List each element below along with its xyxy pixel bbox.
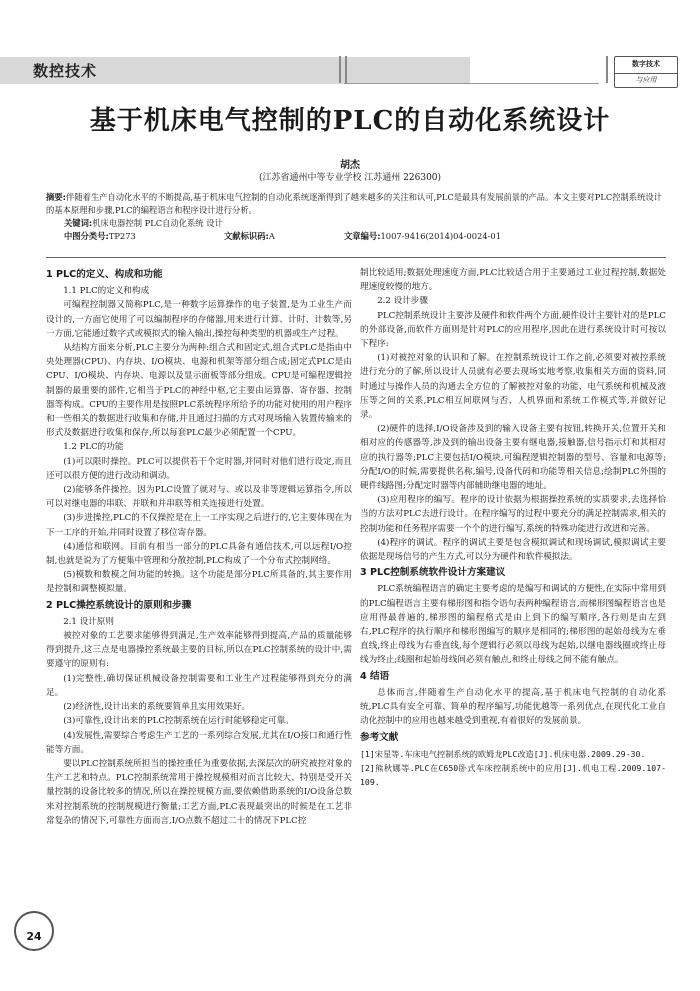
badge-bottom: 与应用 (615, 73, 677, 85)
doc-value: A (268, 231, 275, 241)
paragraph: (3)可靠性,设计出来的PLC控制系统在运行时能够稳定可靠。 (63, 716, 294, 727)
paragraph: (4)程序的调试。程序的调试主要是包含模拟调试和现场调试,模拟调试主要依据是现场信号的产生方式,可以分为硬件和软件模拟法。 (360, 537, 666, 563)
paragraph: PLC控制系统设计主要涉及硬件和软件两个方面,硬件设计主要针对的是PLC的外部设备,而软件方面则是针对PLC的应用程序,因此在进行系统设计时可按以下程序: (360, 310, 666, 350)
doc-label: 文献标识码: (224, 231, 269, 241)
page-number-badge (14, 911, 54, 951)
keywords-label: 关键词: (64, 218, 93, 228)
paragraph: (5)模数和数模之间功能的转换。这个功能是部分PLC所具备的,其主要作用是控制和调整模拟量。 (46, 570, 352, 595)
journal-badge (614, 56, 678, 88)
left-column (46, 266, 352, 828)
paragraph: (3)应用程序的编写。程序的设计依据为根据操控系统的实质要求,去选择恰当的方法对PLC去进行设计。在程序编写的过程中要充分的满足控制需求,相关的控制功能和任务程序需要一个个的进行编写,系统的特殊功能进行改进和完善。 (360, 495, 666, 534)
header-divider-right (606, 56, 608, 83)
reference-item: [2]熊秋娜等.PLC在C650卧式车床控制系统中的应用[J].机电工程.2009.107-109. (360, 762, 666, 788)
paragraph: (1)完整性,确切保证机械设备控制需要和工业生产过程能够得到充分的满足。 (46, 673, 352, 698)
keywords (46, 217, 666, 230)
paragraph: 要以PLC控制系统所担当的操控重任为重要依据,去深层次的研究被控对象的生产工艺和特点。PLC控制系统常用于操控规模相对而言比较大、特别是受开关量控制的设备比较多的情况,所以在操控规模方面,要依赖借助系统的I/O设备总数来对控制系统的控制规模进行衡量;工艺方面,PLC表现最突出的时候是在工艺非常复杂的情况下,可靠性方面而言,I/O点数不超过二十的情况下PLC控 (46, 758, 352, 826)
clc-value: TP273 (108, 231, 136, 241)
classification-row (46, 230, 666, 243)
subsection-heading: 1.2 PLC的功能 (63, 442, 124, 453)
paragraph: (4)通信和联网。目前有相当一部分的PLC具备有通信技术,可以远程I/O控制,也就是说为了方便集中管理和分散控制,PLC构成了一个分布式控制网络。 (46, 541, 352, 567)
section-label: 数控技术 (33, 62, 98, 80)
section-heading: 3 PLC控制系统软件设计方案建议 (360, 567, 506, 579)
badge-top: 数字技术 (632, 60, 660, 68)
header-divider (339, 56, 347, 83)
section-heading: 4 结语 (360, 670, 390, 682)
author: 胡杰 (340, 160, 360, 171)
article-no-value: 1007-9416(2014)04-0024-01 (380, 231, 501, 241)
paragraph: (2)硬件的选择,I/O设备涉及到的输入设备主要有按钮,转换开关,位置开关和相对应的传感器等,涉及到的输出设备主要有继电器,接触器,信号指示灯和其相对应的执行器等;PLC主要包括I/O模块,可编程逻辑控制器的型号、容量和电源等;分配I/O的时候,需要提供名称,编号,设备代码和功能等相关信息;绘制PLC外围的硬件线路图;分配定时器等内部辅助继电器的地址。 (360, 424, 666, 492)
section-heading: 参考文献 (360, 731, 399, 743)
paragraph: (4)发展性,需要综合考虑生产工艺的一系列综合发展,尤其在I/O接口和通行性能等方面。 (46, 730, 352, 755)
abstract-text: 伴随着生产自动化水平的不断提高,基于机床电气控制的自动化系统逐渐得到了越来越多的关注和认可,PLC是最具有发展前景的产品。本文主要对PLC控制系统设计的基本原理和步骤,PLC的编程语言和程序设计进行分析。 (46, 192, 662, 215)
affiliation: (江苏省通州中等专业学校 江苏通州 226300) (258, 173, 442, 183)
abstract-label: 摘要: (46, 192, 66, 202)
article-title: 基于机床电气控制的PLC的自动化系统设计 (89, 106, 611, 136)
article-no-label: 文章编号: (344, 231, 381, 241)
paragraph: 制比较适用;数据处理速度方面,PLC比较适合用于主要通过工业过程控制,数据处理速度较慢的地方。 (360, 268, 666, 293)
subsection-heading: 2.1 设计原则 (63, 616, 114, 627)
abstract-block (46, 191, 666, 243)
abstract-rule (46, 257, 666, 258)
paragraph: 总体而言,伴随着生产自动化水平的提高,基于机床电气控制的自动化系统,PLC具有安全可靠、简单的程序编写,功能优越等一系列优点,在现代化工业自动化控制中的应用也越来越受到重视,有着很好的发展前景。 (360, 687, 666, 727)
paragraph: 可编程控制器又简称PLC,是一种数字运算操作的电子装置,是为工业生产而设计的,一方面它使用了可以编制程序的存储器,用来进行计算、计时、计数等,另一方面,它能通过数字式或模拟式的输入输出,操控每种类型的机器或生产过程。 (46, 300, 352, 339)
paragraph: 被控对象的工艺要求能够得到满足,生产效率能够得到提高,产品的质量能够得到提升,这三点是电器操控系统最主要的目标,所以在PLC控制系统的设计中,需要遵守的原则有: (46, 631, 352, 670)
reference-item: [1]宋星等.车床电气控制系统的欧姆龙PLC改造[J].机床电器.2009.29-30. (360, 748, 646, 759)
paragraph: (3)步进操控,PLC的不仅操控是在上一工序实现之后进行的,它主要体现在为下一工序的开始,并同时设置了移位寄存器。 (46, 513, 352, 538)
paragraph: 从结构方面来分析,PLC主要分为两种:组合式和固定式,组合式PLC是指由中央处理器(CPU)、内存块、I/O模块、电源和机架等部分组合成;固定式PLC是由CPU、I/O模块、内存块、电源以及显示面板等部分组成。CPU是可编程逻辑控制器的最重要的部件,它相当于PLC的神经中枢,它主要由运算器、寄存器、控制器等构成。CPU的主要作用是按照PLC系统程序所给予的功能对使用的用户程序和一些相关的数据进行收集和存储,并且通过扫描的方式对现场输入装置传输来的形式及数据进行收集和保存,所以每套PLC最少必须配置一个CPU。 (46, 343, 352, 439)
abstract (46, 191, 666, 217)
keywords-text: 机床电器控制 PLC自动化系统 设计 (92, 218, 223, 228)
header-rule (344, 83, 599, 84)
right-column (360, 266, 666, 789)
paragraph: (2)能够条件操控。因为PLC设置了就对与、或以及非等逻辑运算指令,所以可以对继电器的串联、并联和并串联等相关连接进行处置。 (46, 485, 352, 510)
clc-label: 中图分类号: (64, 231, 109, 241)
page-number: 24 (26, 930, 42, 943)
paragraph: (1)对被控对象的认识和了解。在控制系统设计工作之前,必须要对被控系统进行充分的了解,所以设计人员就有必要去现场实地考察,收集相关方面的资料,同时通过与操作人员的沟通去全方位的了解被控对象的功能、电气系统和机械及液压等之间的关系,PLC相互间联网与否、人机界面和系统工作模式等,并做好记录。 (360, 353, 666, 421)
paragraph: (2)经济性,设计出来的系统要简单且实用效果好。 (63, 702, 250, 713)
section-heading: 2 PLC操控系统设计的原则和步骤 (46, 599, 192, 611)
section-heading: 1 PLC的定义、构成和功能 (46, 269, 163, 280)
subsection-heading: 2.2 设计步骤 (377, 296, 428, 307)
paragraph: (1)可以限时操控。PLC可以提供若干个定时器,并同时对他们进行设定,而且还可以很方便的进行改动和调动。 (46, 456, 352, 481)
subsection-heading: 1.1 PLC的定义和构成 (63, 286, 150, 297)
paragraph: PLC系统编程语言的确定主要考虑的是编写和调试的方便性,在实际中常用到的PLC编程语言主要有梯形图和指令语句表两种编程语言,而梯形图编程语言也是应用得最普遍的,梯形图的编程格式是由上到下的编写顺序,各行则是由左到右,PLC程序的执行顺序和梯形图编写的顺序是相同的;梯形图的起始母线为左垂直线,终止母线为右垂直线,每个逻辑行必须以母线为起始,以继电器线圈或终止母线为终止;线圈和起始母线间必须有触点,和终止母线之间不能有触点。 (360, 584, 666, 666)
